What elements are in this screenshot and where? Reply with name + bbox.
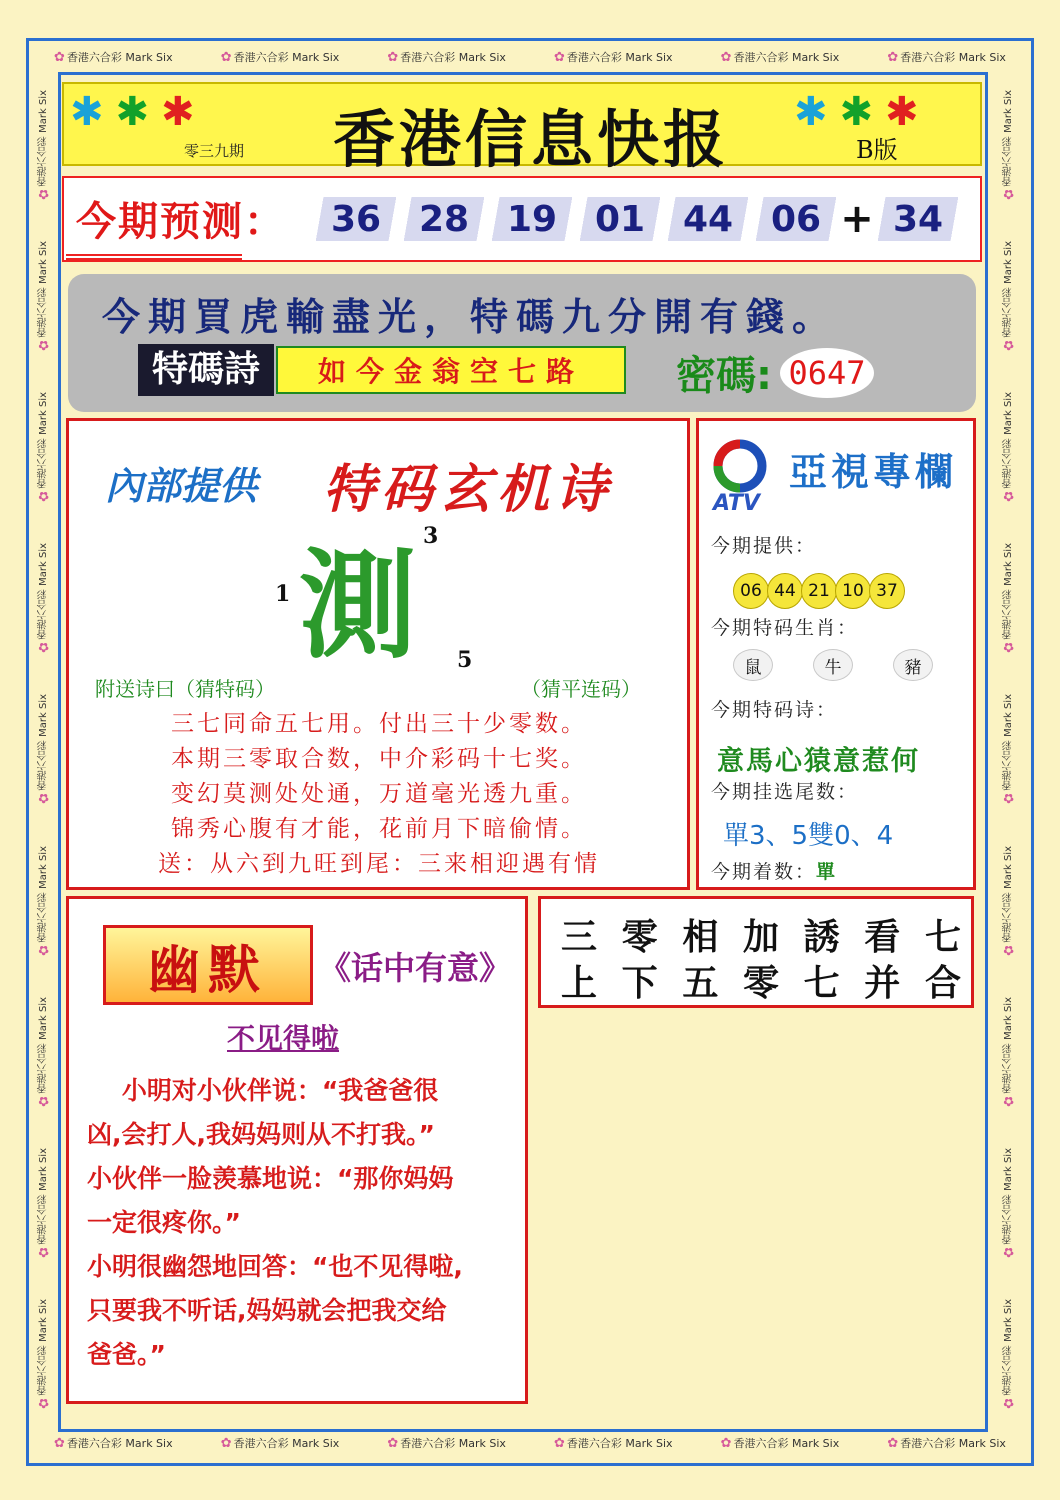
- watermark-text: 香港六合彩 Mark Six: [37, 392, 49, 489]
- watermark-item: [54, 49, 173, 65]
- watermark-text: 香港六合彩 Mark Six: [566, 1437, 673, 1450]
- poem-label: 特碼詩: [138, 344, 274, 396]
- humor-panel: [66, 896, 528, 1404]
- poem-line: 三七同命五七用。付出三十少零数。: [171, 711, 587, 737]
- atv-logo-icon: [709, 435, 771, 497]
- inner-provide-label: 內部提供: [105, 464, 258, 508]
- watermark-text: 香港六合彩 Mark Six: [1002, 845, 1014, 942]
- watermark-text: 香港六合彩 Mark Six: [233, 51, 340, 64]
- flower-icon: ✿: [54, 50, 65, 65]
- story-line: 只要我不听话,妈妈就会把我交给: [87, 1296, 447, 1325]
- watermark-bottom: [30, 1429, 1030, 1457]
- riddle-char: 相: [682, 916, 719, 958]
- watermark-item: [36, 997, 51, 1108]
- flower-icon: ✿: [35, 337, 51, 353]
- poem-line: 本期三零取合数，中介彩码十七奖。: [171, 746, 587, 772]
- atv-column-panel: [696, 418, 976, 890]
- flower-icon: ✿: [1000, 488, 1016, 504]
- watermark-text: 香港六合彩 Mark Six: [900, 51, 1006, 64]
- watermark-top: [30, 43, 1030, 71]
- flower-icon: ✿: [1000, 1092, 1016, 1108]
- poem-text: 如今金翁空七路: [276, 346, 626, 394]
- hint-digit: 5: [457, 647, 473, 673]
- watermark-text: 香港六合彩 Mark Six: [37, 1298, 49, 1395]
- watermark-item: [221, 49, 340, 65]
- riddle-char: 零: [742, 962, 779, 1004]
- watermark-item: [36, 392, 51, 503]
- watermark-item: [36, 846, 51, 957]
- edition-label: B版: [856, 136, 898, 164]
- flower-icon: ✿: [1000, 337, 1016, 353]
- watermark-text: 香港六合彩 Mark Six: [400, 1437, 506, 1450]
- atv-tail-value: 單3、5雙0、4: [723, 821, 894, 851]
- watermark-text: 香港六合彩 Mark Six: [37, 996, 49, 1093]
- flower-icon: ✿: [220, 1436, 232, 1451]
- watermark-text: 香港六合彩 Mark Six: [733, 1437, 840, 1450]
- poem-line: 锦秀心腹有才能，花前月下暗偷情。: [171, 816, 587, 842]
- story-line: 小明很幽怨地回答：“也不见得啦,: [87, 1252, 463, 1281]
- flower-icon: ✿: [1000, 1243, 1016, 1259]
- flower-icon: ✿: [35, 639, 51, 655]
- flower-icon: ✿: [1000, 639, 1016, 655]
- watermark-item: [387, 49, 506, 65]
- story-line: 凶,会打人,我妈妈则从不打我。”: [87, 1120, 435, 1149]
- riddle-char: 下: [621, 962, 658, 1004]
- watermark-item: [1001, 997, 1016, 1108]
- watermark-text: 香港六合彩 Mark Six: [1002, 694, 1014, 791]
- watermark-item: [1001, 241, 1016, 352]
- prediction-label: 今期预测：: [76, 199, 286, 245]
- number-ball: 44: [767, 573, 803, 609]
- atv-poem-label: 今期特码诗：: [711, 699, 838, 721]
- watermark-text: 香港六合彩 Mark Six: [233, 1437, 340, 1450]
- poem-line: 变幻莫测处处通，万道毫光透九重。: [171, 781, 587, 807]
- mystery-poem-title: 特码玄机诗: [323, 460, 614, 520]
- atv-ball-row: [733, 573, 903, 609]
- code-label: 密碼:: [676, 353, 772, 399]
- watermark-text: 香港六合彩 Mark Six: [37, 694, 49, 791]
- asterisk-icon: ✱: [839, 89, 874, 135]
- humor-story: [87, 1069, 517, 1377]
- header-banner: [62, 82, 982, 176]
- mystery-poem-panel: [66, 418, 690, 890]
- riddle-char: 并: [864, 962, 901, 1004]
- watermark-text: 香港六合彩 Mark Six: [566, 51, 673, 64]
- watermark-item: [387, 1435, 506, 1451]
- code-value: 0647: [780, 348, 874, 398]
- prediction-number: 44: [664, 197, 752, 241]
- watermark-item: [1001, 543, 1016, 654]
- watermark-item: [1001, 90, 1016, 201]
- riddle-char: 上: [561, 962, 598, 1004]
- flower-icon: ✿: [35, 941, 51, 957]
- flower-icon: ✿: [35, 1092, 51, 1108]
- prediction-number: 01: [576, 197, 664, 241]
- zodiac-badge: 鼠: [733, 649, 773, 681]
- watermark-text: 香港六合彩 Mark Six: [37, 1147, 49, 1244]
- riddle-char: 加: [742, 916, 779, 958]
- decor-stars-right: [794, 89, 919, 135]
- prediction-number: 19: [488, 197, 576, 241]
- watermark-item: [36, 543, 51, 654]
- flower-icon: ✿: [35, 186, 51, 202]
- watermark-text: 香港六合彩 Mark Six: [1002, 543, 1014, 640]
- flower-icon: ✿: [387, 50, 399, 65]
- atv-logo-text: ATV: [713, 491, 760, 516]
- story-line: 小明对小伙伴说：“我爸爸很: [87, 1076, 439, 1105]
- number-ball: 06: [733, 573, 769, 609]
- flower-icon: ✿: [720, 1436, 732, 1451]
- prediction-number: 06: [752, 197, 840, 241]
- story-line: 爸爸。”: [87, 1340, 166, 1369]
- watermark-item: [1001, 1148, 1016, 1259]
- flower-icon: ✿: [220, 50, 232, 65]
- atv-title: 亞視專欄: [789, 450, 958, 494]
- hint-digit: 1: [275, 581, 291, 607]
- asterisk-icon: ✱: [794, 89, 828, 135]
- special-number: 34: [874, 197, 962, 241]
- watermark-item: [721, 1435, 840, 1451]
- poem-lines: [89, 707, 669, 882]
- watermark-right: [996, 70, 1020, 1430]
- watermark-item: [36, 241, 51, 352]
- watermark-item: [1001, 846, 1016, 957]
- flower-icon: ✿: [1000, 186, 1016, 202]
- flower-icon: ✿: [1000, 1394, 1016, 1410]
- riddle-char: 七: [924, 916, 961, 958]
- flower-icon: ✿: [887, 1436, 899, 1451]
- watermark-item: [887, 1435, 1006, 1451]
- watermark-left: [31, 70, 55, 1430]
- number-ball: 37: [869, 573, 905, 609]
- watermark-item: [1001, 694, 1016, 805]
- watermark-text: 香港六合彩 Mark Six: [37, 845, 49, 942]
- watermark-text: 香港六合彩 Mark Six: [900, 1437, 1006, 1450]
- atv-zodiac-label: 今期特码生肖：: [711, 617, 859, 639]
- riddle-character: 測: [299, 537, 418, 675]
- flower-icon: ✿: [554, 50, 565, 65]
- watermark-text: 香港六合彩 Mark Six: [1002, 1298, 1014, 1395]
- asterisk-icon: ✱: [115, 89, 150, 135]
- atv-zodiac-row: [733, 649, 933, 681]
- watermark-text: 香港六合彩 Mark Six: [733, 51, 840, 64]
- riddle-char: 看: [864, 916, 901, 958]
- number-ball: 10: [835, 573, 871, 609]
- riddle-char: 五: [682, 962, 719, 1004]
- riddle-char: 誘: [803, 916, 840, 958]
- watermark-item: [554, 49, 673, 65]
- atv-tail-label: 今期挂选尾数：: [711, 781, 859, 803]
- flower-icon: ✿: [554, 1436, 565, 1451]
- humor-badge: 幽默: [103, 925, 313, 1005]
- riddle-char: 合: [924, 962, 961, 1004]
- prediction-numbers: [312, 196, 962, 242]
- hint-digit: 3: [423, 523, 439, 549]
- slogan-band: [68, 274, 976, 412]
- poem-sub-right: （猜平连码）: [521, 677, 641, 701]
- flower-icon: ✿: [35, 790, 51, 806]
- plus-sign: +: [840, 196, 874, 242]
- number-ball: 21: [801, 573, 837, 609]
- watermark-text: 香港六合彩 Mark Six: [1002, 1147, 1014, 1244]
- watermark-item: [36, 90, 51, 201]
- zodiac-badge: 牛: [813, 649, 853, 681]
- watermark-text: 香港六合彩 Mark Six: [1002, 996, 1014, 1093]
- watermark-text: 香港六合彩 Mark Six: [66, 1437, 173, 1450]
- watermark-item: [36, 694, 51, 805]
- riddle-char: 零: [621, 916, 658, 958]
- atv-poem: 意馬心猿意惹何: [717, 746, 920, 777]
- decor-stars-left: [70, 89, 195, 135]
- zodiac-badge: 豬: [893, 649, 933, 681]
- story-line: 一定很疼你。”: [87, 1208, 241, 1237]
- watermark-text: 香港六合彩 Mark Six: [37, 90, 49, 187]
- watermark-text: 香港六合彩 Mark Six: [37, 241, 49, 338]
- watermark-item: [1001, 1299, 1016, 1410]
- watermark-item: [887, 49, 1006, 65]
- riddle-line-2: [561, 955, 961, 1006]
- atv-bet-line: [711, 857, 837, 884]
- watermark-item: [1001, 392, 1016, 503]
- watermark-text: 香港六合彩 Mark Six: [37, 543, 49, 640]
- prediction-underline: [66, 254, 242, 260]
- watermark-text: 香港六合彩 Mark Six: [66, 51, 173, 64]
- watermark-text: 香港六合彩 Mark Six: [1002, 90, 1014, 187]
- issue-number: 零三九期: [184, 142, 245, 160]
- poem-sub-left: 附送诗曰（猜特码）: [95, 677, 275, 701]
- watermark-item: [36, 1299, 51, 1410]
- watermark-item: [554, 1435, 673, 1451]
- asterisk-icon: ✱: [885, 89, 919, 135]
- atv-provide-label: 今期提供：: [711, 535, 817, 557]
- asterisk-icon: ✱: [161, 89, 195, 135]
- watermark-item: [221, 1435, 340, 1451]
- prediction-number: 28: [400, 197, 488, 241]
- flower-icon: ✿: [720, 50, 732, 65]
- flower-icon: ✿: [35, 488, 51, 504]
- humor-heading: 不见得啦: [227, 1022, 340, 1055]
- riddle-line-1: [561, 909, 961, 960]
- watermark-text: 香港六合彩 Mark Six: [400, 51, 506, 64]
- watermark-text: 香港六合彩 Mark Six: [1002, 392, 1014, 489]
- flower-icon: ✿: [54, 1436, 65, 1451]
- flower-icon: ✿: [35, 1243, 51, 1259]
- slogan-text: 今期買虎輸盡光，特碼九分開有錢。: [102, 295, 839, 339]
- riddle-char: 三: [561, 916, 598, 958]
- atv-bet-value: 單: [816, 861, 838, 883]
- watermark-item: [721, 49, 840, 65]
- flower-icon: ✿: [1000, 790, 1016, 806]
- page-title: 香港信息快报: [332, 103, 729, 176]
- flower-icon: ✿: [1000, 941, 1016, 957]
- asterisk-icon: ✱: [70, 89, 104, 135]
- riddle-char: 七: [803, 962, 840, 1004]
- flower-icon: ✿: [387, 1436, 399, 1451]
- watermark-item: [36, 1148, 51, 1259]
- prediction-number: 36: [312, 197, 400, 241]
- riddle-panel: [538, 896, 974, 1008]
- watermark-item: [54, 1435, 173, 1451]
- atv-bet-label: 今期着数：: [711, 861, 817, 883]
- story-line: 小伙伴一脸羡慕地说：“那你妈妈: [87, 1164, 454, 1193]
- prediction-panel: [62, 176, 982, 262]
- poem-line: 送：从六到九旺到尾：三来相迎遇有情: [158, 851, 600, 877]
- humor-tag: 《话中有意》: [319, 949, 512, 987]
- flower-icon: ✿: [887, 50, 899, 65]
- watermark-text: 香港六合彩 Mark Six: [1002, 241, 1014, 338]
- flower-icon: ✿: [35, 1394, 51, 1410]
